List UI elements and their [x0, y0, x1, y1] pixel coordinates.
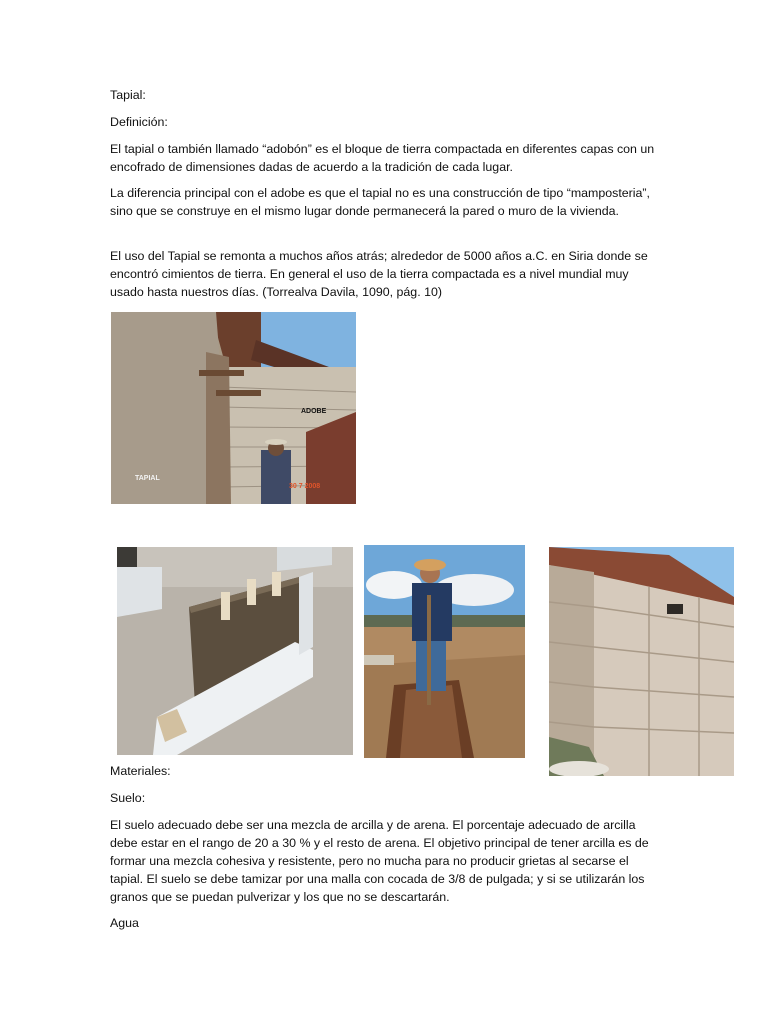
photo-date-stamp: 30 7 2008 [289, 483, 321, 490]
paragraph-difference: La diferencia principal con el adobe es que el tapial no es una construcción de tipo “mamposteria”, sino que se construye en el mismo lugar donde permanecerá la pared o muro de la vivienda. [110, 186, 651, 218]
heading-agua: Agua [110, 916, 139, 930]
photo-tapial-formwork [117, 547, 353, 755]
label-tapial: TAPIAL [135, 475, 160, 482]
heading-materiales: Materiales: [110, 764, 171, 778]
heading-definicion: Definición: [110, 115, 168, 129]
paragraph-soil: El suelo adecuado debe ser una mezcla de arcilla y de arena. El porcentaje adecuado de arcilla debe estar en el rango de 20 a 30 % y el resto de arena. El objetivo principal de tener arcilla es de formar una mezcla cohesiva y resistente, pero no mucha para no producir grietas al secarse el tapial. El suelo se debe tamizar por una malla con cocada de 3/8 de pulgada; y si se utilizarán los granos que se puedan pulverizar y los que no se descartarán. [110, 818, 649, 904]
photo-earthen-wall-house [549, 547, 734, 776]
heading-suelo: Suelo: [110, 791, 146, 805]
photo-man-compacting [364, 545, 525, 758]
photo-tapial-adobe-walls [111, 312, 356, 504]
paragraph-history: El uso del Tapial se remonta a muchos años atrás; alrededor de 5000 años a.C. en Siria donde se encontró cimientos de tierra. En general el uso de la tierra compactada es a nivel mundial muy usado hasta nuestros días. (Torrealva Davila, 1090, pág. 10) [110, 249, 648, 299]
label-adobe: ADOBE [301, 408, 327, 415]
title-tapial: Tapial: [110, 88, 146, 102]
paragraph-definition: El tapial o también llamado “adobón” es el bloque de tierra compactada en diferentes capas con un encofrado de dimensiones dadas de acuerdo a la tradición de cada lugar. [110, 142, 655, 174]
